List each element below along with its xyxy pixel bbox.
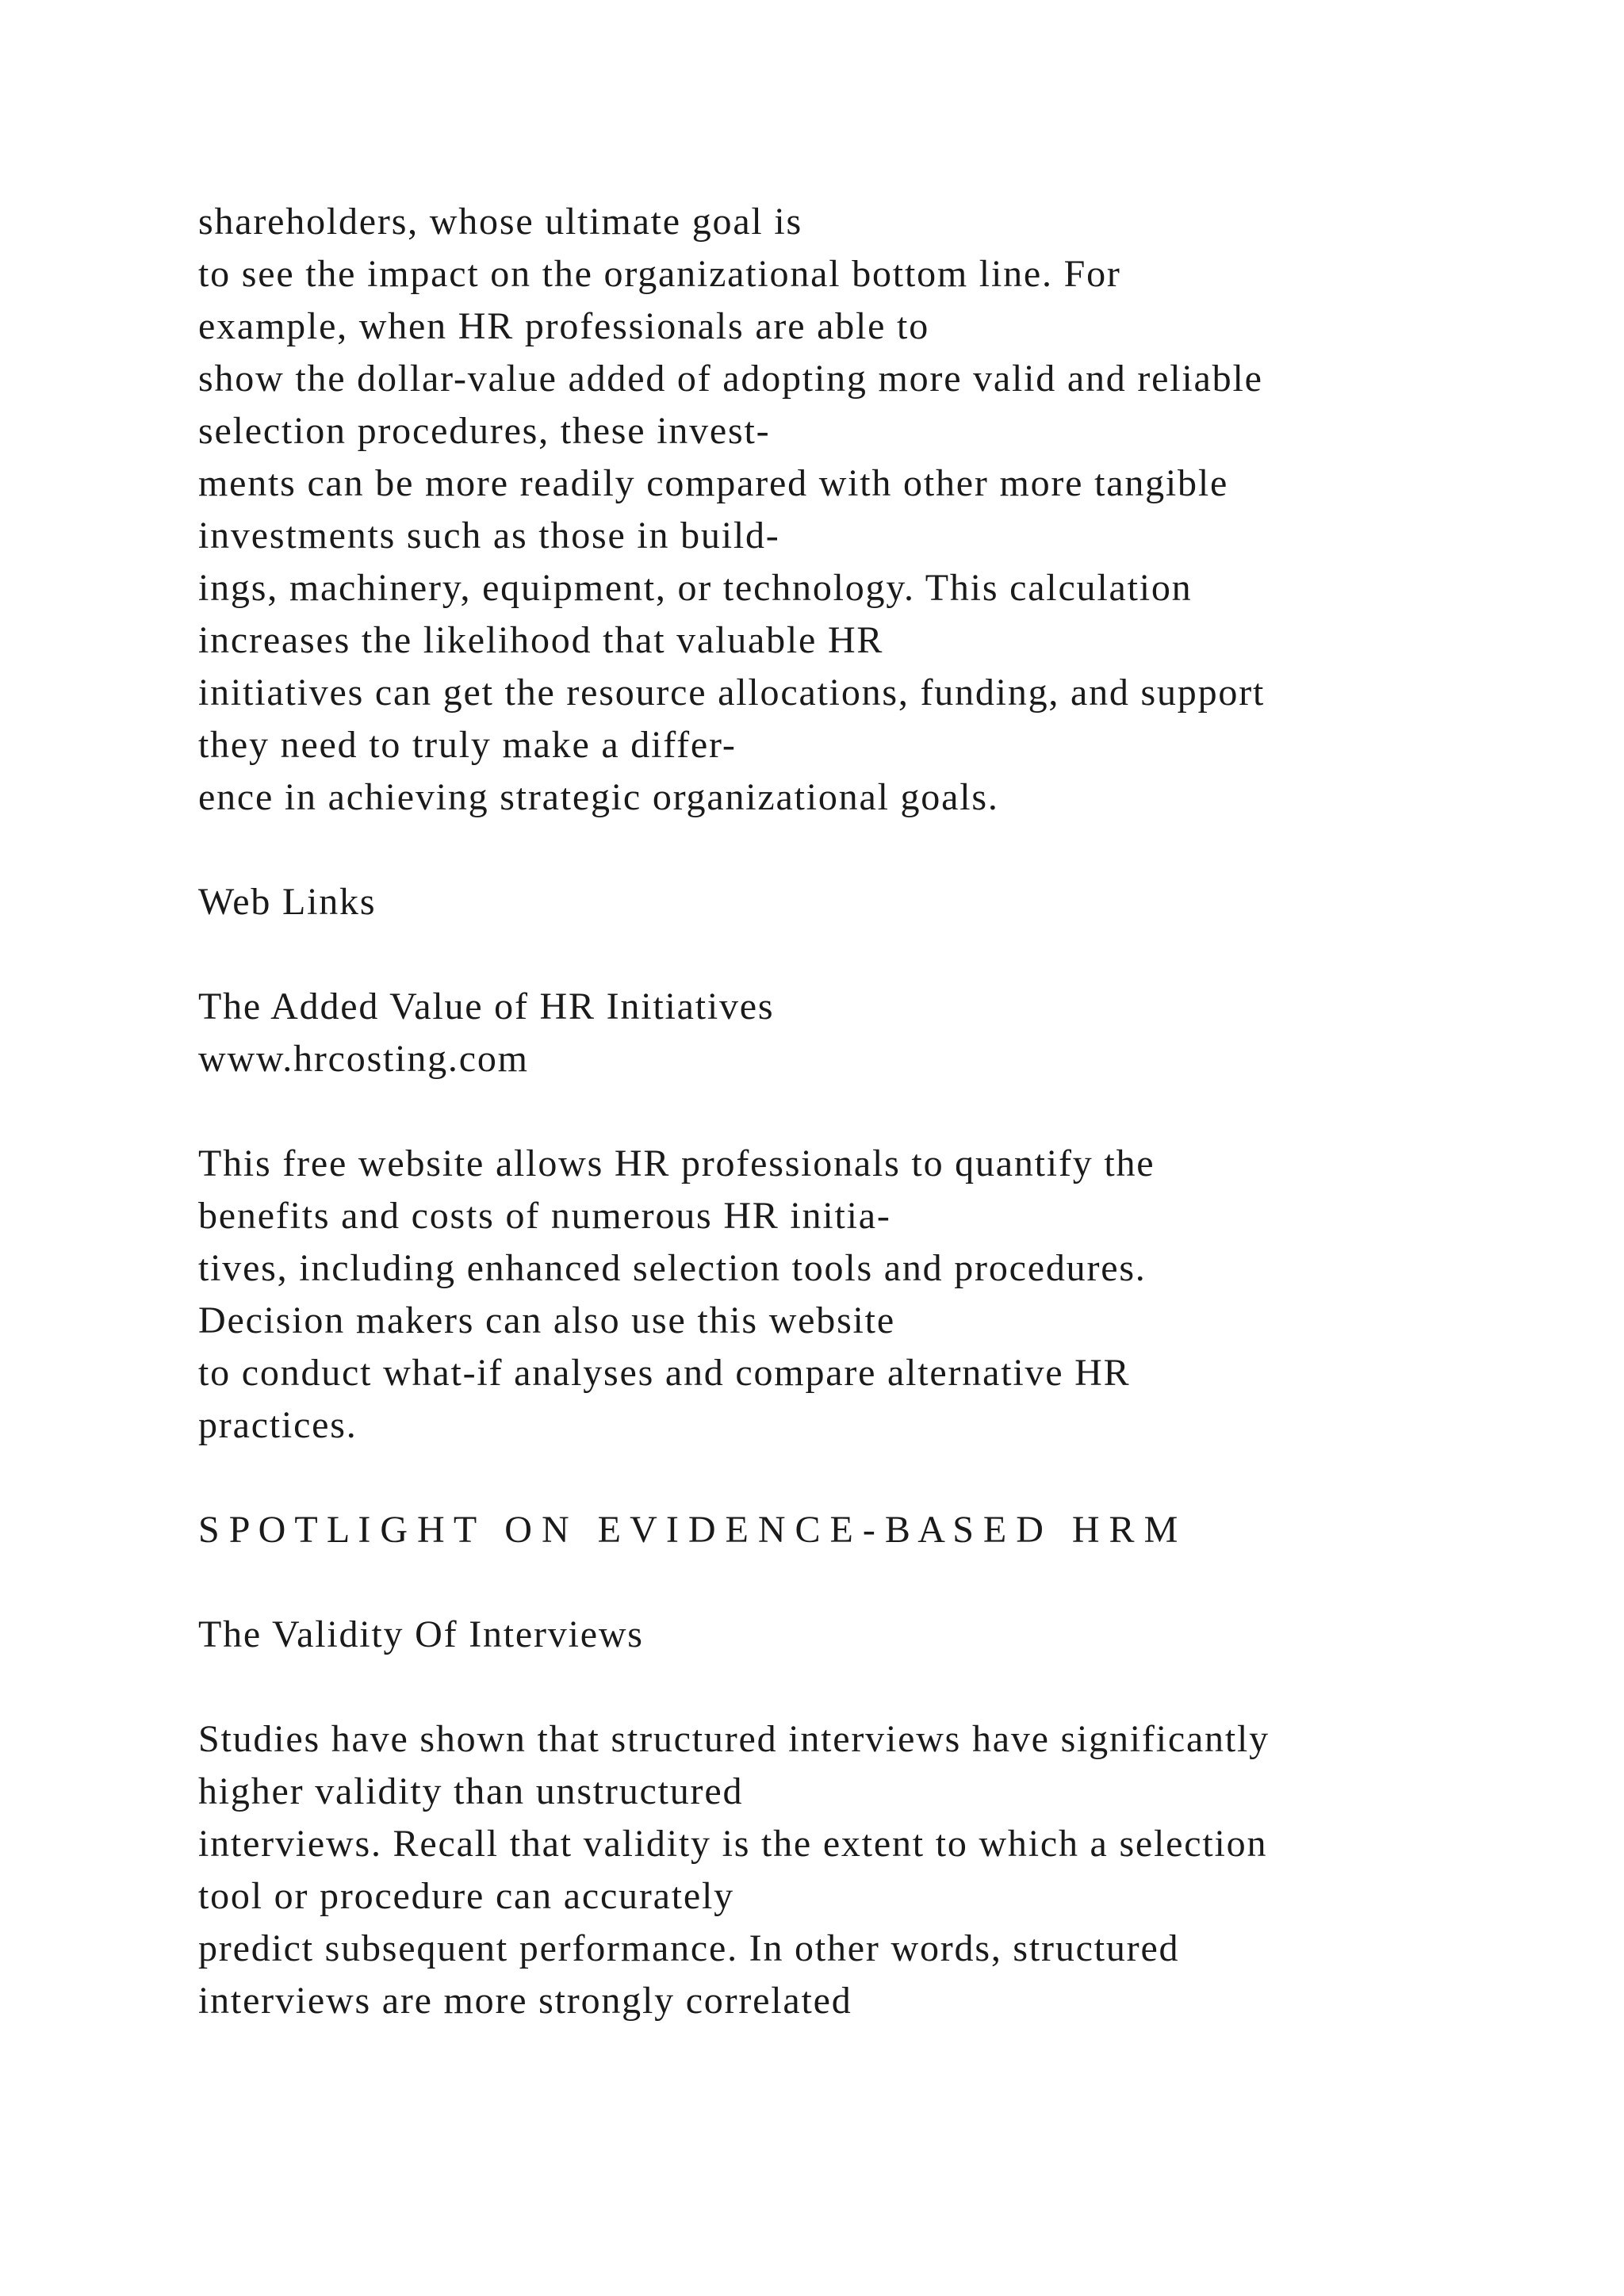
text-line: ence in achieving strategic organizational goals. <box>198 776 999 818</box>
text-line: interviews are more strongly correlated <box>198 1980 852 2022</box>
validity-paragraph <box>198 1713 1594 2027</box>
text-line: selection procedures, these invest- <box>198 410 771 452</box>
text-line: predict subsequent performance. In other words, structured <box>198 1927 1180 1969</box>
text-line: investments such as those in build- <box>198 515 780 557</box>
text-line: increases the likelihood that valuable HR <box>198 619 884 661</box>
text-line: Decision makers can also use this website <box>198 1299 895 1341</box>
text-line: higher validity than unstructured <box>198 1770 744 1812</box>
blank-line <box>198 1452 1594 1504</box>
text-line: show the dollar-value added of adopting more valid and reliable <box>198 358 1263 400</box>
text-line: initiatives can get the resource allocations, funding, and support <box>198 672 1266 714</box>
section-title: The Validity Of Interviews <box>198 1613 644 1655</box>
link-title: The Added Value of HR Initiatives <box>198 985 775 1027</box>
text-line: practices. <box>198 1404 358 1446</box>
text-line: to see the impact on the organizational bottom line. For <box>198 253 1121 295</box>
blank-line <box>198 824 1594 876</box>
text-line: Studies have shown that structured interviews have significantly <box>198 1718 1270 1760</box>
text-line: shareholders, whose ultimate goal is <box>198 201 802 243</box>
blank-line <box>198 1085 1594 1138</box>
text-line: This free website allows HR professionals to quantify the <box>198 1142 1155 1184</box>
text-line: ments can be more readily compared with other more tangible <box>198 462 1229 504</box>
text-line: tives, including enhanced selection tools and procedures. <box>198 1247 1147 1289</box>
text-line: interviews. Recall that validity is the extent to which a selection <box>198 1823 1268 1865</box>
blank-line <box>198 1556 1594 1609</box>
document-text <box>198 196 1594 2027</box>
spotlight-heading: S P O T L I G H T O N E V I D E N C E - B A S E D H R M <box>198 1509 1178 1551</box>
blank-line <box>198 1661 1594 1713</box>
website-description-paragraph <box>198 1138 1594 1452</box>
link-url[interactable]: www.hrcosting.com <box>198 1038 529 1080</box>
text-line: to conduct what-if analyses and compare alternative HR <box>198 1352 1131 1394</box>
text-line: ings, machinery, equipment, or technology. This calculation <box>198 567 1193 609</box>
text-line: benefits and costs of numerous HR initia- <box>198 1195 891 1237</box>
intro-paragraph <box>198 196 1594 824</box>
text-line: they need to truly make a differ- <box>198 724 737 766</box>
text-line: tool or procedure can accurately <box>198 1875 734 1917</box>
text-line: example, when HR professionals are able to <box>198 305 929 347</box>
blank-line <box>198 928 1594 981</box>
web-links-heading: Web Links <box>198 881 377 923</box>
